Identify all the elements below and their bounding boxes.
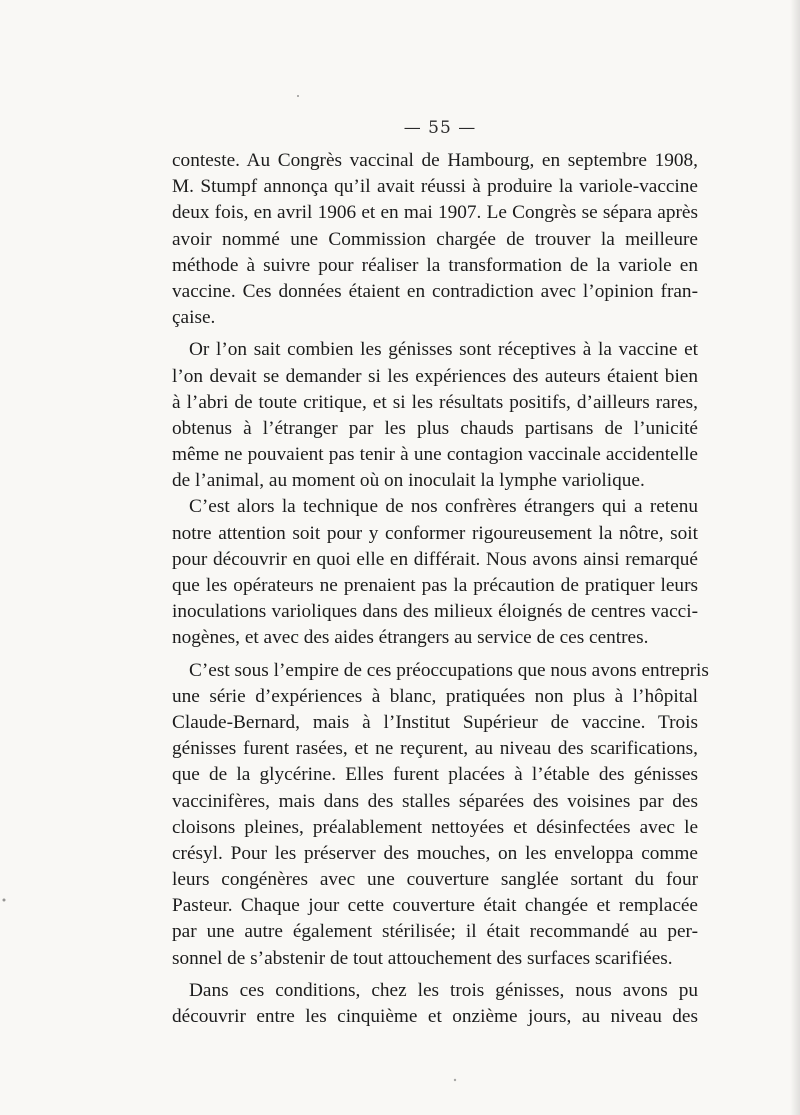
text-line: découvrir entre les cinquième et onzième jours, au niveau des [172, 1006, 698, 1027]
text-line: méthode à suivre pour réaliser la transformation de la variole en [172, 254, 698, 276]
text-line: à l’abri de toute critique, et si les résultats positifs, d’ailleurs rares, [172, 391, 698, 413]
text-line: deux fois, en avril 1906 et en mai 1907. Le Congrès se sépara après [172, 202, 698, 224]
text-line: conteste. Au Congrès vaccinal de Hambourg, en septembre 1908, [172, 150, 698, 171]
text-line: sonnel de s’abstenir de tout attouchement des surfaces scarifiées. [172, 947, 673, 969]
text-line: de l’animal, au moment où on inoculait la lymphe variolique. [172, 470, 645, 492]
text-line: pour découvrir en quoi elle en différait. Nous avons ainsi remarqué [172, 548, 698, 570]
text-line: Claude-Bernard, mais à l’Institut Supérieur de vaccine. Trois [172, 711, 698, 733]
text-line: Or l’on sait combien les génisses sont réceptives à la vaccine et [189, 339, 698, 361]
text-line: que les opérateurs ne prenaient pas la précaution de pratiquer leurs [172, 575, 698, 596]
text-line: nogènes, et avec des aides étrangers au service de ces centres. [172, 627, 649, 649]
paragraph [172, 494, 698, 651]
text-line: inoculations varioliques dans des milieux éloignés de centres vacci- [172, 601, 698, 623]
text-line: Pasteur. Chaque jour cette couverture était changée et remplacée [172, 895, 698, 917]
text-line: notre attention soit pour y conformer rigoureusement la nôtre, soit [172, 522, 698, 544]
text-line: vaccine. Ces données étaient en contradiction avec l’opinion fran- [172, 280, 698, 302]
text-line: leurs congénères avec une couverture sanglée sortant du four [172, 869, 698, 891]
body-text [172, 148, 709, 1030]
text-line: avoir nommé une Commission chargée de trouver la meilleure [172, 228, 698, 250]
paragraph [172, 148, 698, 331]
text-line: M. Stumpf annonça qu’il avait réussi à produire la variole-vaccine [172, 176, 698, 198]
text-line: C’est alors la technique de nos confrères étrangers qui a retenu [189, 496, 698, 518]
page-edge-shadow [790, 0, 800, 1115]
paragraph [172, 658, 709, 972]
text-line: çaise. [172, 307, 216, 329]
text-line: crésyl. Pour les préserver des mouches, on les enveloppa comme [172, 842, 698, 864]
text-line: vaccinifères, mais dans des stalles séparées des voisines par des [172, 790, 698, 812]
text-line: C’est sous l’empire de ces préoccupations que nous avons entrepris [189, 659, 709, 681]
text-line: cloisons pleines, préalablement nettoyées et désinfectées avec le [172, 816, 698, 838]
page-number: — 55 — [403, 118, 477, 138]
paragraph [172, 337, 698, 494]
text-line: Dans ces conditions, chez les trois génisses, nous avons pu [189, 979, 698, 1001]
text-line: par une autre également stérilisée; il était recommandé au per- [172, 921, 698, 943]
text-line: génisses furent rasées, et ne reçurent, au niveau des scarifications, [172, 738, 698, 760]
text-line: obtenus à l’étranger par les plus chauds partisans de l’unicité [172, 417, 698, 439]
text-line: que de la glycérine. Elles furent placées à l’étable des génisses [172, 764, 698, 786]
text-line: une série d’expériences à blanc, pratiquées non plus à l’hôpital [172, 685, 698, 707]
paragraph [172, 978, 698, 1030]
text-line: même ne pouvaient pas tenir à une contagion vaccinale accidentelle [172, 444, 698, 466]
text-line: l’on devait se demander si les expériences des auteurs étaient bien [172, 365, 698, 387]
